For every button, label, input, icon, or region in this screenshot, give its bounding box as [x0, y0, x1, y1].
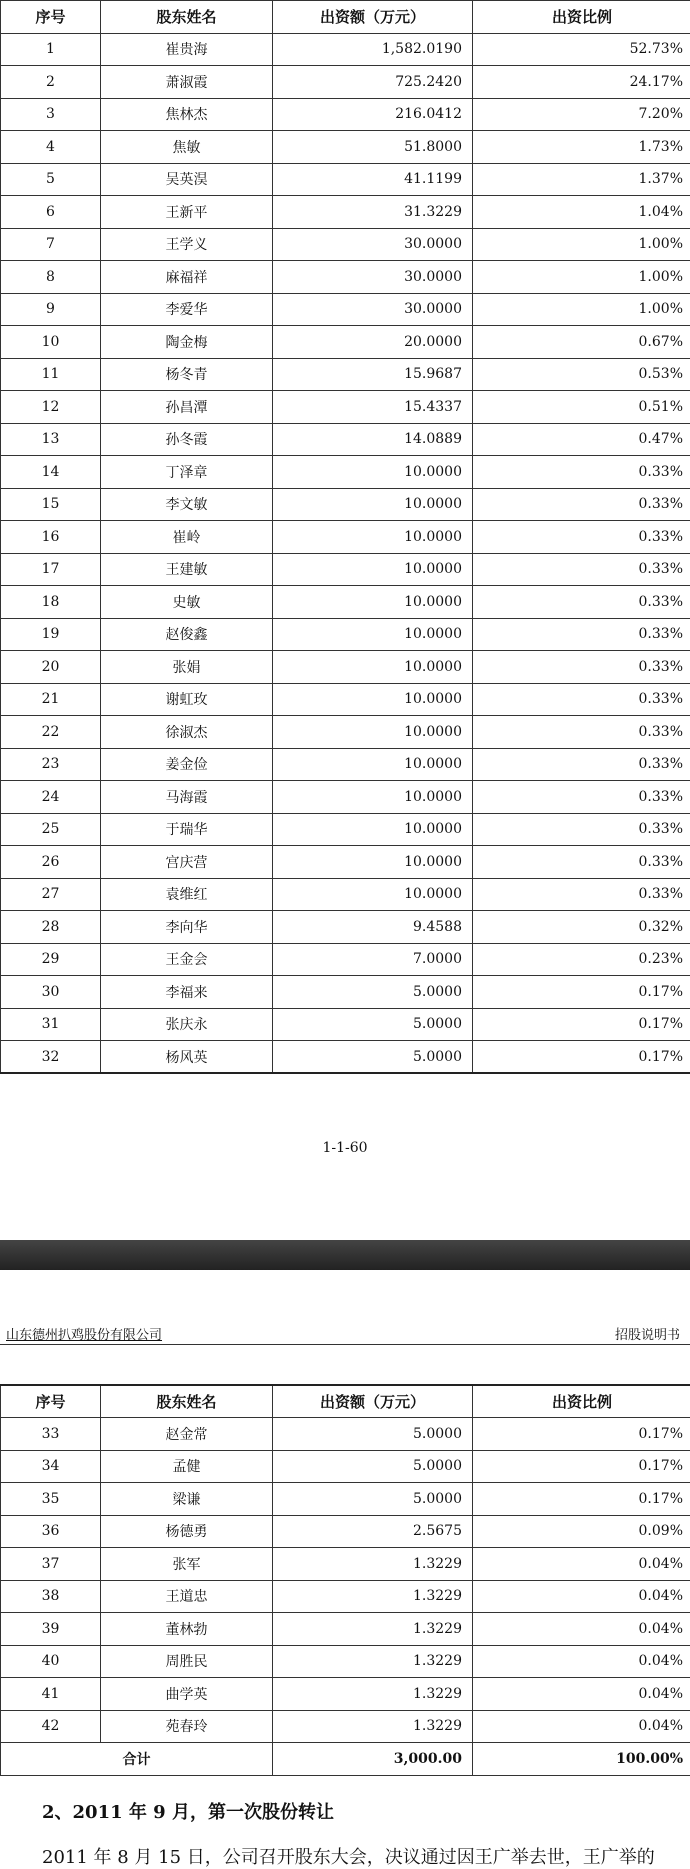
- table-row: [1, 1515, 690, 1548]
- table-row: [1, 1008, 690, 1041]
- row-number: 34: [1, 1450, 101, 1483]
- shareholder-name: 张庆永: [101, 1008, 273, 1041]
- shareholder-name: 苑春玲: [101, 1710, 273, 1743]
- table-row: [1, 1678, 690, 1711]
- shareholder-name: 陶金梅: [101, 326, 273, 359]
- table-row: [1, 66, 690, 99]
- table-row: [1, 293, 690, 326]
- table-row: [1, 196, 690, 229]
- row-number: 3: [1, 98, 101, 131]
- row-number: 40: [1, 1645, 101, 1678]
- page-number: 1-1-60: [0, 1140, 690, 1156]
- contribution-ratio: 52.73%: [473, 33, 690, 66]
- table-row: [1, 1450, 690, 1483]
- contribution-amount: 30.0000: [273, 228, 473, 261]
- contribution-ratio: 0.17%: [473, 976, 690, 1009]
- row-number: 33: [1, 1418, 101, 1451]
- shareholder-name: 王新平: [101, 196, 273, 229]
- contribution-amount: 10.0000: [273, 456, 473, 489]
- contribution-ratio: 1.37%: [473, 163, 690, 196]
- section-heading: 2、2011 年 9 月，第一次股份转让: [42, 1798, 334, 1824]
- contribution-amount: 2.5675: [273, 1515, 473, 1548]
- row-number: 8: [1, 261, 101, 294]
- shareholder-name: 曲学英: [101, 1678, 273, 1711]
- contribution-ratio: 0.53%: [473, 358, 690, 391]
- row-number: 21: [1, 683, 101, 716]
- row-number: 15: [1, 488, 101, 521]
- col-header-name: 股东姓名: [101, 1, 273, 34]
- contribution-ratio: 0.51%: [473, 391, 690, 424]
- contribution-ratio: 0.33%: [473, 846, 690, 879]
- contribution-ratio: 0.17%: [473, 1008, 690, 1041]
- table-row: [1, 1613, 690, 1646]
- contribution-ratio: 0.04%: [473, 1548, 690, 1581]
- total-ratio: 100.00%: [473, 1743, 690, 1776]
- contribution-ratio: 0.17%: [473, 1450, 690, 1483]
- contribution-amount: 5.0000: [273, 1450, 473, 1483]
- shareholder-name: 焦林杰: [101, 98, 273, 131]
- table-row: [1, 878, 690, 911]
- shareholder-name: 李爱华: [101, 293, 273, 326]
- row-number: 6: [1, 196, 101, 229]
- table-row: [1, 976, 690, 1009]
- table-row: [1, 1483, 690, 1516]
- row-number: 29: [1, 943, 101, 976]
- total-amount: 3,000.00: [273, 1743, 473, 1776]
- col-header-no: 序号: [1, 1, 101, 34]
- contribution-amount: 10.0000: [273, 651, 473, 684]
- shareholder-name: 赵俊鑫: [101, 618, 273, 651]
- contribution-amount: 10.0000: [273, 586, 473, 619]
- table-row: [1, 1041, 690, 1074]
- contribution-ratio: 0.17%: [473, 1041, 690, 1074]
- col-header-amount: 出资额（万元）: [273, 1, 473, 34]
- col-header-no: 序号: [1, 1385, 101, 1418]
- table-row: [1, 131, 690, 164]
- contribution-amount: 51.8000: [273, 131, 473, 164]
- table-row: [1, 651, 690, 684]
- row-number: 22: [1, 716, 101, 749]
- shareholder-name: 董林勃: [101, 1613, 273, 1646]
- contribution-ratio: 0.04%: [473, 1613, 690, 1646]
- table-row: [1, 261, 690, 294]
- shareholder-name: 谢虹玫: [101, 683, 273, 716]
- contribution-amount: 1.3229: [273, 1613, 473, 1646]
- row-number: 37: [1, 1548, 101, 1581]
- contribution-amount: 10.0000: [273, 813, 473, 846]
- row-number: 36: [1, 1515, 101, 1548]
- contribution-amount: 1.3229: [273, 1548, 473, 1581]
- row-number: 27: [1, 878, 101, 911]
- contribution-amount: 10.0000: [273, 683, 473, 716]
- table-row: [1, 1418, 690, 1451]
- row-number: 26: [1, 846, 101, 879]
- contribution-ratio: 0.33%: [473, 618, 690, 651]
- contribution-amount: 10.0000: [273, 846, 473, 879]
- shareholder-name: 王建敏: [101, 553, 273, 586]
- contribution-amount: 5.0000: [273, 976, 473, 1009]
- contribution-ratio: 0.04%: [473, 1580, 690, 1613]
- shareholder-name: 李向华: [101, 911, 273, 944]
- contribution-ratio: 0.33%: [473, 586, 690, 619]
- contribution-ratio: 7.20%: [473, 98, 690, 131]
- col-header-name: 股东姓名: [101, 1385, 273, 1418]
- col-header-ratio: 出资比例: [473, 1, 690, 34]
- row-number: 23: [1, 748, 101, 781]
- col-header-amount: 出资额（万元）: [273, 1385, 473, 1418]
- contribution-amount: 41.1199: [273, 163, 473, 196]
- contribution-amount: 1.3229: [273, 1645, 473, 1678]
- table-row: [1, 716, 690, 749]
- row-number: 32: [1, 1041, 101, 1074]
- row-number: 31: [1, 1008, 101, 1041]
- row-number: 19: [1, 618, 101, 651]
- shareholder-name: 焦敏: [101, 131, 273, 164]
- table-row: [1, 748, 690, 781]
- row-number: 17: [1, 553, 101, 586]
- shareholder-name: 麻福祥: [101, 261, 273, 294]
- contribution-amount: 10.0000: [273, 781, 473, 814]
- contribution-ratio: 0.09%: [473, 1515, 690, 1548]
- contribution-amount: 5.0000: [273, 1008, 473, 1041]
- contribution-ratio: 1.00%: [473, 293, 690, 326]
- table-row: [1, 391, 690, 424]
- contribution-ratio: 0.47%: [473, 423, 690, 456]
- row-number: 7: [1, 228, 101, 261]
- contribution-amount: 10.0000: [273, 748, 473, 781]
- table-row: [1, 98, 690, 131]
- shareholder-name: 崔贵海: [101, 33, 273, 66]
- shareholder-name: 崔岭: [101, 521, 273, 554]
- contribution-ratio: 0.04%: [473, 1678, 690, 1711]
- table-row: [1, 488, 690, 521]
- contribution-amount: 1.3229: [273, 1710, 473, 1743]
- total-label: 合计: [1, 1743, 273, 1776]
- shareholder-table-page2: [0, 1384, 690, 1776]
- table-row: [1, 618, 690, 651]
- row-number: 4: [1, 131, 101, 164]
- contribution-amount: 10.0000: [273, 618, 473, 651]
- contribution-ratio: 0.67%: [473, 326, 690, 359]
- contribution-amount: 14.0889: [273, 423, 473, 456]
- row-number: 2: [1, 66, 101, 99]
- shareholder-name: 于瑞华: [101, 813, 273, 846]
- row-number: 25: [1, 813, 101, 846]
- contribution-amount: 10.0000: [273, 521, 473, 554]
- shareholder-name: 王道忠: [101, 1580, 273, 1613]
- row-number: 38: [1, 1580, 101, 1613]
- table-row: [1, 683, 690, 716]
- contribution-ratio: 0.32%: [473, 911, 690, 944]
- shareholder-name: 周胜民: [101, 1645, 273, 1678]
- table-row: [1, 586, 690, 619]
- contribution-amount: 20.0000: [273, 326, 473, 359]
- contribution-amount: 10.0000: [273, 488, 473, 521]
- table-row: [1, 228, 690, 261]
- contribution-amount: 1.3229: [273, 1678, 473, 1711]
- contribution-amount: 10.0000: [273, 553, 473, 586]
- contribution-amount: 10.0000: [273, 878, 473, 911]
- row-number: 5: [1, 163, 101, 196]
- row-number: 9: [1, 293, 101, 326]
- contribution-ratio: 0.33%: [473, 456, 690, 489]
- contribution-amount: 31.3229: [273, 196, 473, 229]
- document-title: 招股说明书: [615, 1324, 680, 1343]
- row-number: 18: [1, 586, 101, 619]
- contribution-ratio: 0.33%: [473, 878, 690, 911]
- contribution-amount: 10.0000: [273, 716, 473, 749]
- row-number: 42: [1, 1710, 101, 1743]
- table-row: [1, 1580, 690, 1613]
- table-row: [1, 358, 690, 391]
- shareholder-name: 姜金俭: [101, 748, 273, 781]
- contribution-amount: 1,582.0190: [273, 33, 473, 66]
- page-divider: [0, 1240, 690, 1270]
- contribution-ratio: 0.33%: [473, 748, 690, 781]
- contribution-ratio: 0.33%: [473, 488, 690, 521]
- shareholder-name: 梁谦: [101, 1483, 273, 1516]
- contribution-amount: 15.9687: [273, 358, 473, 391]
- table-row: [1, 943, 690, 976]
- row-number: 41: [1, 1678, 101, 1711]
- table-row: [1, 1645, 690, 1678]
- row-number: 39: [1, 1613, 101, 1646]
- table-row: [1, 33, 690, 66]
- shareholder-name: 杨风英: [101, 1041, 273, 1074]
- contribution-ratio: 0.17%: [473, 1483, 690, 1516]
- shareholder-name: 杨德勇: [101, 1515, 273, 1548]
- contribution-amount: 15.4337: [273, 391, 473, 424]
- contribution-amount: 216.0412: [273, 98, 473, 131]
- shareholder-name: 马海霞: [101, 781, 273, 814]
- contribution-amount: 5.0000: [273, 1418, 473, 1451]
- table-row: [1, 911, 690, 944]
- table-header-row: [1, 1385, 690, 1418]
- total-row: [1, 1743, 690, 1776]
- contribution-ratio: 0.23%: [473, 943, 690, 976]
- contribution-amount: 725.2420: [273, 66, 473, 99]
- table-row: [1, 1710, 690, 1743]
- row-number: 35: [1, 1483, 101, 1516]
- contribution-ratio: 0.33%: [473, 651, 690, 684]
- contribution-ratio: 0.04%: [473, 1645, 690, 1678]
- contribution-ratio: 0.33%: [473, 813, 690, 846]
- row-number: 16: [1, 521, 101, 554]
- contribution-amount: 5.0000: [273, 1041, 473, 1074]
- contribution-ratio: 0.04%: [473, 1710, 690, 1743]
- row-number: 10: [1, 326, 101, 359]
- contribution-ratio: 1.00%: [473, 261, 690, 294]
- contribution-ratio: 24.17%: [473, 66, 690, 99]
- contribution-ratio: 0.33%: [473, 683, 690, 716]
- shareholder-name: 王金会: [101, 943, 273, 976]
- shareholder-name: 徐淑杰: [101, 716, 273, 749]
- shareholder-name: 王学义: [101, 228, 273, 261]
- row-number: 1: [1, 33, 101, 66]
- table-row: [1, 326, 690, 359]
- shareholder-name: 孙冬霞: [101, 423, 273, 456]
- table-row: [1, 1548, 690, 1581]
- contribution-ratio: 1.73%: [473, 131, 690, 164]
- company-name: 山东德州扒鸡股份有限公司: [6, 1324, 162, 1343]
- shareholder-name: 吴英淏: [101, 163, 273, 196]
- table-row: [1, 553, 690, 586]
- table-row: [1, 521, 690, 554]
- row-number: 13: [1, 423, 101, 456]
- shareholder-name: 孙昌潭: [101, 391, 273, 424]
- row-number: 14: [1, 456, 101, 489]
- table-row: [1, 846, 690, 879]
- shareholder-name: 袁维红: [101, 878, 273, 911]
- shareholder-name: 李福来: [101, 976, 273, 1009]
- row-number: 24: [1, 781, 101, 814]
- contribution-amount: 9.4588: [273, 911, 473, 944]
- shareholder-name: 赵金常: [101, 1418, 273, 1451]
- shareholder-name: 杨冬青: [101, 358, 273, 391]
- contribution-amount: 5.0000: [273, 1483, 473, 1516]
- row-number: 28: [1, 911, 101, 944]
- contribution-ratio: 0.33%: [473, 716, 690, 749]
- contribution-amount: 30.0000: [273, 261, 473, 294]
- shareholder-name: 李文敏: [101, 488, 273, 521]
- contribution-ratio: 0.33%: [473, 553, 690, 586]
- contribution-amount: 1.3229: [273, 1580, 473, 1613]
- contribution-amount: 30.0000: [273, 293, 473, 326]
- shareholder-name: 丁泽章: [101, 456, 273, 489]
- table-row: [1, 456, 690, 489]
- shareholder-name: 萧淑霞: [101, 66, 273, 99]
- table-row: [1, 163, 690, 196]
- row-number: 11: [1, 358, 101, 391]
- shareholder-name: 史敏: [101, 586, 273, 619]
- col-header-ratio: 出资比例: [473, 1385, 690, 1418]
- page-header: [0, 1322, 690, 1345]
- table-row: [1, 781, 690, 814]
- shareholder-name: 张娟: [101, 651, 273, 684]
- row-number: 20: [1, 651, 101, 684]
- table-row: [1, 813, 690, 846]
- contribution-ratio: 0.33%: [473, 781, 690, 814]
- row-number: 12: [1, 391, 101, 424]
- contribution-amount: 7.0000: [273, 943, 473, 976]
- contribution-ratio: 1.00%: [473, 228, 690, 261]
- table-header-row: [1, 1, 690, 34]
- shareholder-name: 宫庆营: [101, 846, 273, 879]
- shareholder-name: 孟健: [101, 1450, 273, 1483]
- shareholder-name: 张军: [101, 1548, 273, 1581]
- contribution-ratio: 0.17%: [473, 1418, 690, 1451]
- table-row: [1, 423, 690, 456]
- contribution-ratio: 0.33%: [473, 521, 690, 554]
- body-paragraph: 2011 年 8 月 15 日，公司召开股东大会，决议通过因王广举去世，王广举的: [42, 1843, 682, 1869]
- contribution-ratio: 1.04%: [473, 196, 690, 229]
- row-number: 30: [1, 976, 101, 1009]
